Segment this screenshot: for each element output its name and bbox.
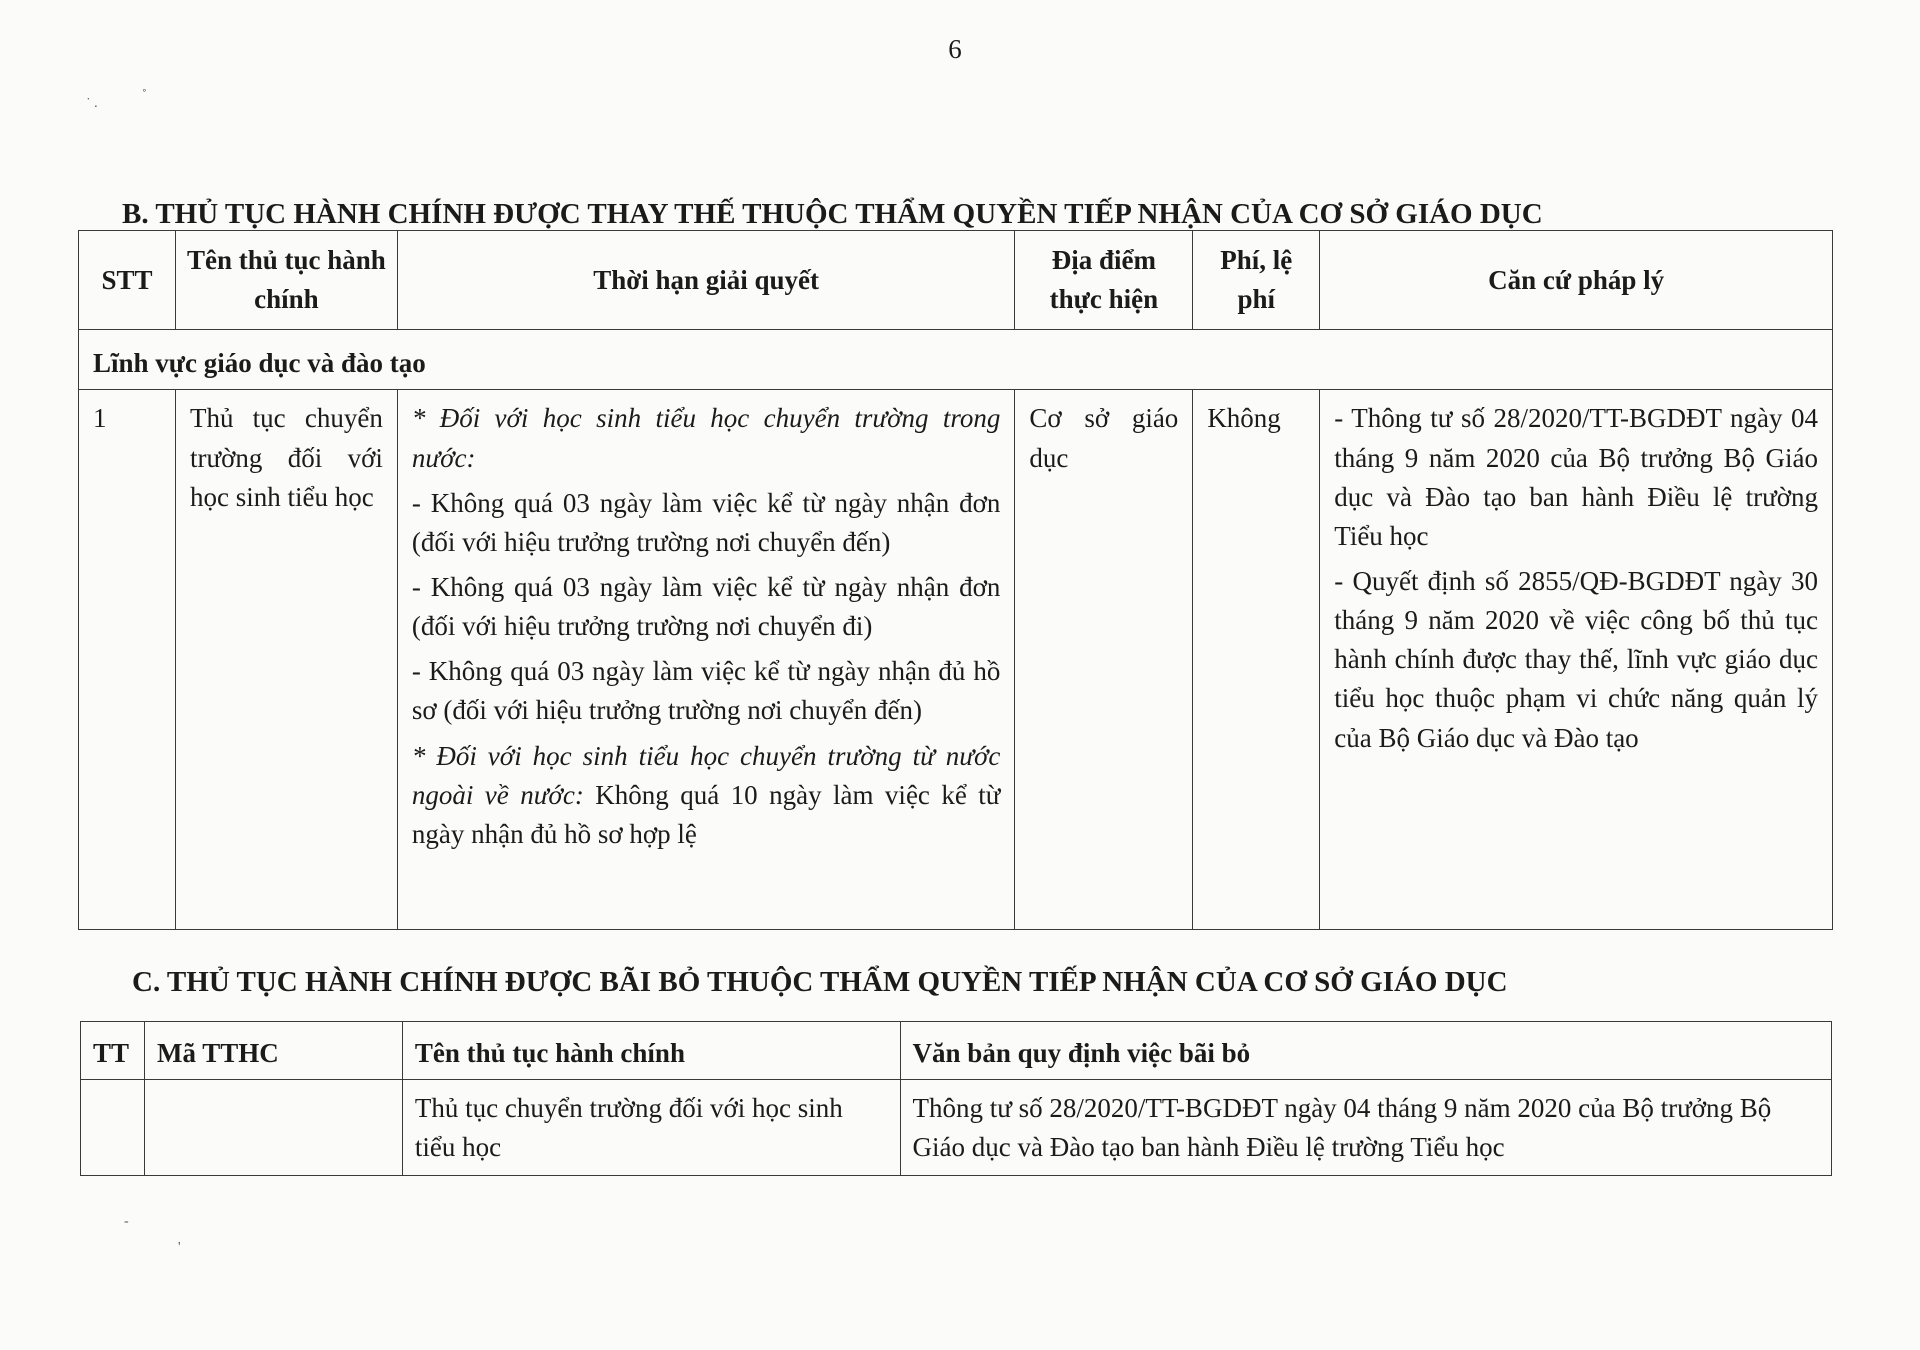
table-header-row [79, 231, 1833, 330]
section-b-title: B. THỦ TỤC HÀNH CHÍNH ĐƯỢC THAY THẾ THUỘC THẨM QUYỀN TIẾP NHẬN CỦA CƠ SỞ GIÁO DỤC [122, 198, 1543, 230]
duration-item: - Không quá 03 ngày làm việc kể từ ngày nhận đơn (đối với hiệu trưởng trường nơi chuyển đi) [411, 571, 1001, 642]
header-fee: Phí, lệ phí [1193, 231, 1320, 330]
row-fee: Không [1193, 390, 1320, 930]
section-c-title: C. THỦ TỤC HÀNH CHÍNH ĐƯỢC BÃI BỎ THUỘC THẨM QUYỀN TIẾP NHẬN CỦA CƠ SỞ GIÁO DỤC [132, 966, 1508, 998]
abroad-duration [412, 737, 1001, 854]
duration-item: - Không quá 03 ngày làm việc kể từ ngày nhận đơn (đối với hiệu trưởng trường nơi chuyển đến) [411, 487, 1001, 557]
field-label: Lĩnh vực giáo dục và đào tạo [79, 330, 1833, 390]
row-tt [81, 1080, 145, 1176]
legal-item: - Quyết định số 2855/QĐ-BGDĐT ngày 30 tháng 9 năm 2020 về việc công bố thủ tục hành chính được thay thế, lĩnh vực giáo dục tiểu học thuộc phạm vi chức năng quản lý của Bộ Giáo dục và Đào tạo [1334, 565, 1818, 753]
scan-speck: ' [178, 1240, 181, 1255]
row-location: Cơ sở giáo dục [1015, 390, 1193, 930]
header-procedure-name: Tên thủ tục hành chính [175, 231, 397, 330]
header-legal-basis: Căn cứ pháp lý [1320, 231, 1833, 330]
abroad-heading: * Đối với học sinh tiểu học chuyển trường từ nước ngoài về nước: [411, 740, 1001, 810]
row-stt: 1 [79, 390, 176, 930]
domestic-heading: * Đối với học sinh tiểu học chuyển trường trong nước: [411, 403, 1001, 473]
scan-speck: - [124, 1214, 129, 1229]
header-location: Địa điểm thực hiện [1015, 231, 1193, 330]
header-duration: Thời hạn giải quyết [397, 231, 1015, 330]
table-row [79, 390, 1833, 930]
header-procedure-name: Tên thủ tục hành chính [402, 1022, 900, 1080]
row-code [144, 1080, 402, 1176]
scan-speck: ˙ . [86, 96, 98, 111]
abolished-procedures-table [80, 1021, 1832, 1176]
duration-item: - Không quá 03 ngày làm việc kể từ ngày nhận đủ hồ sơ (đối với hiệu trưởng trường nơi chuyển đến) [411, 656, 1001, 726]
page-number: 6 [948, 34, 962, 64]
table-row [81, 1080, 1832, 1176]
header-code: Mã TTHC [144, 1022, 402, 1080]
header-abolishing-document: Văn bản quy định việc bãi bỏ [900, 1022, 1831, 1080]
header-stt: STT [79, 231, 176, 330]
row-duration [397, 390, 1015, 930]
scan-speck: ˚ [142, 88, 147, 103]
legal-item: - Thông tư số 28/2020/TT-BGDĐT ngày 04 tháng 9 năm 2020 của Bộ trưởng Bộ Giáo dục và Đào tạo ban hành Điều lệ trường Tiểu học [1334, 403, 1818, 551]
field-row [79, 330, 1833, 390]
row-legal-basis [1320, 390, 1833, 930]
table-header-row [81, 1022, 1832, 1080]
row-procedure-name: Thủ tục chuyển trường đối với học sinh tiểu học [402, 1080, 900, 1176]
header-tt: TT [81, 1022, 145, 1080]
abroad-text: Không quá 10 ngày làm việc kể từ ngày nhận đủ hồ sơ hợp lệ [411, 779, 1001, 849]
replaced-procedures-table [78, 230, 1833, 930]
row-procedure-name: Thủ tục chuyển trường đối với học sinh tiểu học [175, 390, 397, 930]
row-abolishing-document: Thông tư số 28/2020/TT-BGDĐT ngày 04 tháng 9 năm 2020 của Bộ trưởng Bộ Giáo dục và Đào tạo ban hành Điều lệ trường Tiểu học [900, 1080, 1831, 1176]
